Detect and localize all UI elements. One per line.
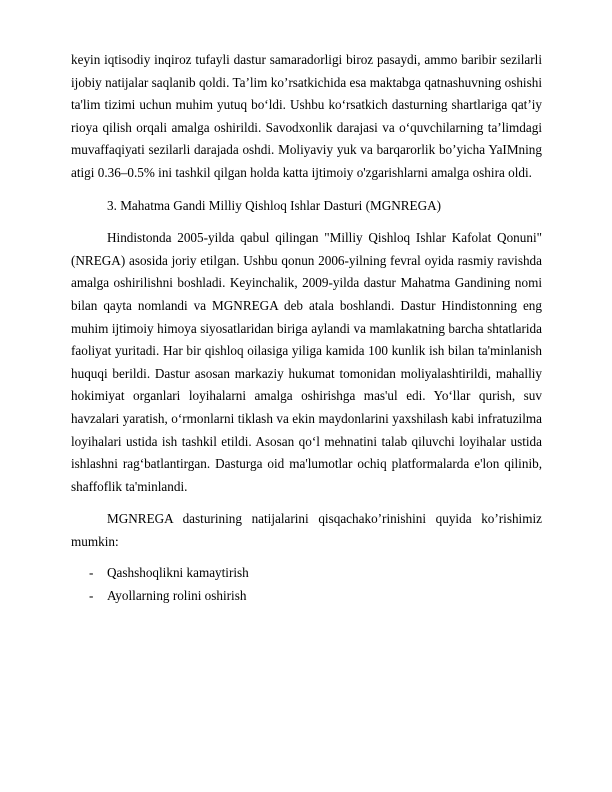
paragraph-results-intro: MGNREGA dasturining natijalarini qisqachako’rinishini quyida ko’rishimiz mumkin: [71,511,542,549]
list-bullet: - [89,588,94,604]
page-content [71,49,542,608]
list-bullet: - [89,565,94,581]
list-item-text: Qashshoqlikni kamaytirish [107,565,249,581]
list-item [71,585,542,608]
results-list [71,562,542,608]
list-item-text: Ayollarning rolini oshirish [107,588,247,604]
section-heading-mgnrega: 3. Mahatma Gandi Milliy Qishloq Ishlar Dasturi (MGNREGA) [107,197,442,213]
paragraph-results-continued: keyin iqtisodiy inqiroz tufayli dastur samaradorligi biroz pasaydi, ammo baribir sezilarli ijobiy natijalar saqlanib qoldi. Ta’lim ko’rsatkichida esa maktabga qatnashuvning oshishi ta'lim tizimi uchun muhim yutuq bo‘ldi. Ushbu ko‘rsatkich dasturning shartlariga qat’iy rioya qilish orqali amalga oshirildi. Savodxonlik darajasi va o‘quvchilarning ta’limdagi muvaffaqiyati sezilarli darajada oshdi. Moliyaviy yuk va barqarorlik bo’yicha YaIMning atigi 0.36–0.5% ini tashkil qilgan holda katta ijtimoiy o'zgarishlarni amalga oshira oldi. [71,52,542,180]
paragraph-mgnrega-description: Hindistonda 2005-yilda qabul qilingan "Milliy Qishloq Ishlar Kafolat Qonuni" (NREGA) asosida joriy etilgan. Ushbu qonun 2006-yilning fevral oyida rasmiy ravishda amalga oshirilishni boshladi. Keyinchalik, 2009-yilda dastur Mahatma Gandining nomi bilan qayta nomlandi va MGNREGA deb atala boshlandi. Dastur Hindistonning eng muhim ijtimoiy himoya siyosatlaridan biriga aylandi va mamlakatning barcha shtatlarida faoliyat yuritadi. Har bir qishloq oilasiga yiliga kamida 100 kunlik ish bilan ta'minlanish huquqi berildi. Dastur asosan markaziy hukumat tomonidan moliyalashtirildi, mahalliy hokimiyat organlari loyihalarni amalga oshirishga mas'ul edi. Yo‘llar qurish, suv havzalari yaratish, o‘rmonlarni tiklash va ekin maydonlarini yaxshilash kabi infratuzilma loyihalari ustida ish tashkil etildi. Asosan qo‘l mehnatini talab qiluvchi loyihalar ustida ishlashni rag‘batlantirgan. Dasturga oid ma'lumotlar ochiq platformalarda e'lon qilinib, shaffoflik ta'minlandi. [71,230,542,494]
list-item [71,562,542,585]
